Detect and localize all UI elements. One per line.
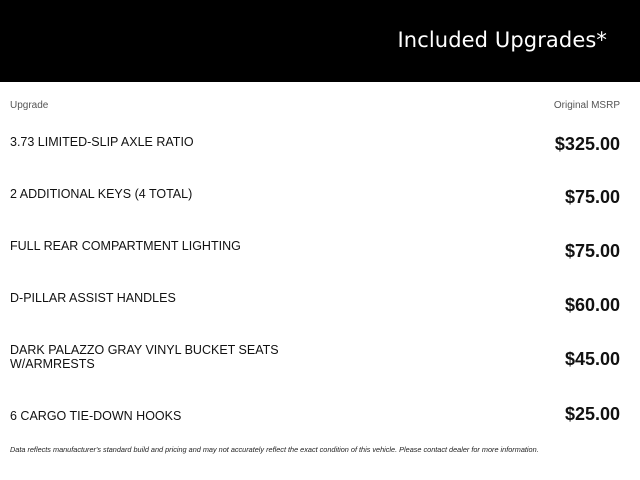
upgrade-price: $45.00	[564, 349, 620, 369]
upgrade-name: 2 ADDITIONAL KEYS (4 TOTAL)	[10, 187, 193, 201]
upgrade-row	[0, 135, 640, 187]
page-title: Included Upgrades*	[397, 28, 607, 52]
upgrade-price: $75.00	[564, 241, 620, 261]
upgrade-row	[0, 291, 640, 343]
upgrade-name: D-PILLAR ASSIST HANDLES	[10, 291, 176, 305]
upgrade-row	[0, 239, 640, 291]
upgrade-price: $25.00	[564, 404, 620, 424]
disclaimer-text: Data reflects manufacturer's standard build and pricing and may not accurately reflect the exact condition of this vehicle. Please contact dealer for more information.	[10, 445, 539, 454]
upgrade-name: DARK PALAZZO GRAY VINYL BUCKET SEATS W/ARMRESTS	[10, 343, 279, 371]
upgrade-price: $60.00	[564, 295, 620, 315]
upgrade-price: $325.00	[554, 134, 620, 154]
upgrade-price: $75.00	[564, 187, 620, 207]
upgrade-name: 6 CARGO TIE-DOWN HOOKS	[10, 409, 182, 423]
upgrade-row	[0, 187, 640, 239]
upgrade-name: 3.73 LIMITED-SLIP AXLE RATIO	[10, 135, 194, 149]
column-header-msrp: Original MSRP	[553, 100, 620, 111]
header-banner	[0, 0, 640, 82]
column-header-upgrade: Upgrade	[10, 100, 49, 111]
upgrade-name: FULL REAR COMPARTMENT LIGHTING	[10, 239, 241, 253]
upgrade-row	[0, 343, 640, 403]
